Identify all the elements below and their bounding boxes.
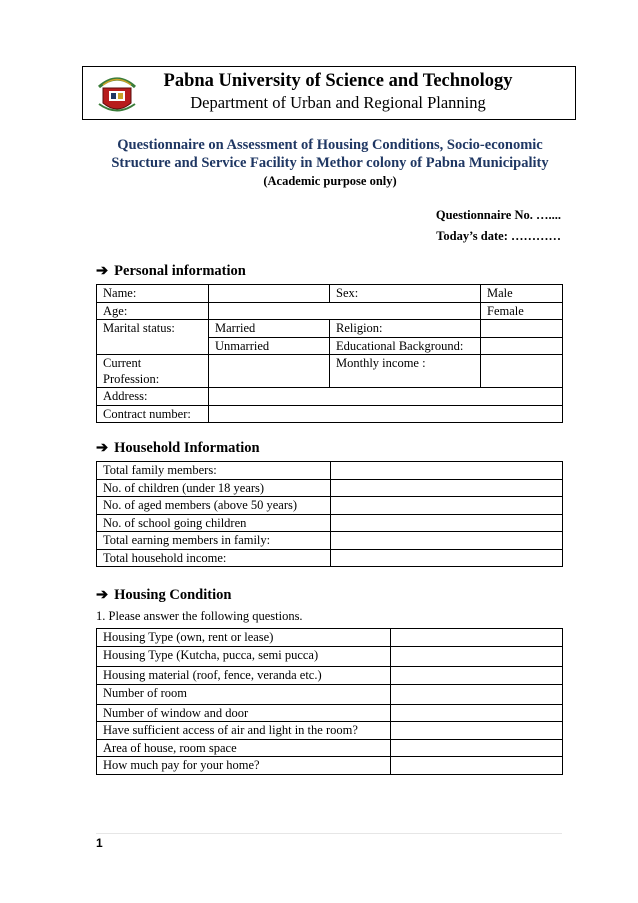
table-row [97,479,563,497]
section-household-information [96,440,260,457]
housing-field[interactable] [391,629,563,647]
housing-field[interactable] [391,704,563,722]
personal-info-table [96,284,563,423]
todays-date: Today’s date: ………… [436,229,561,243]
household-label: No. of children (under 18 years) [97,479,331,497]
monthly-income-label: Monthly income : [330,355,481,388]
housing-label: Housing Type (Kutcha, pucca, semi pucca) [97,646,391,666]
address-field[interactable] [209,388,563,406]
name-field[interactable] [209,285,330,303]
table-row [97,757,563,775]
section-heading: Personal information [114,263,246,279]
housing-instruction: 1. Please answer the following questions. [96,609,303,623]
section-personal-information [96,263,246,280]
department-name: Department of Urban and Regional Planning [190,93,486,112]
household-field[interactable] [331,549,563,567]
sex-male-option[interactable]: Male [481,285,563,303]
section-heading: Housing Condition [114,587,232,603]
table-row [97,320,563,338]
arrow-right-icon: ➔ [96,587,109,603]
housing-field[interactable] [391,684,563,704]
table-row [97,302,563,320]
household-label: Total household income: [97,549,331,567]
marital-married-option[interactable]: Married [209,320,330,338]
table-row [97,666,563,684]
housing-label: Number of room [97,684,391,704]
arrow-right-icon: ➔ [96,263,109,279]
table-row [97,704,563,722]
table-row [97,739,563,757]
housing-label: Housing material (roof, fence, veranda etc.) [97,666,391,684]
household-field[interactable] [331,532,563,550]
table-row [97,722,563,740]
age-field[interactable] [209,302,481,320]
profession-label: Current Profession: [97,355,209,388]
housing-label: Area of house, room space [97,739,391,757]
education-label: Educational Background: [330,337,481,355]
contact-number-label: Contract number: [97,405,209,423]
table-row [97,549,563,567]
housing-field[interactable] [391,757,563,775]
table-row [97,497,563,515]
table-row [97,462,563,480]
household-field[interactable] [331,497,563,515]
housing-label: Have sufficient access of air and light in the room? [97,722,391,740]
questionnaire-number: Questionnaire No. ….... [435,208,561,222]
household-label: No. of aged members (above 50 years) [97,497,331,515]
housing-label: How much pay for your home? [97,757,391,775]
household-info-table [96,461,563,567]
housing-field[interactable] [391,722,563,740]
housing-condition-table [96,628,563,775]
household-field[interactable] [331,479,563,497]
household-label: Total family members: [97,462,331,480]
questionnaire-title-line2: Structure and Service Facility in Methor colony of Pabna Municipality [111,155,549,171]
household-label: Total earning members in family: [97,532,331,550]
table-row [97,405,563,423]
questionnaire-title-line1: Questionnaire on Assessment of Housing Conditions, Socio-economic [117,137,543,153]
footer-divider [96,833,562,834]
profession-field[interactable] [209,355,330,388]
contact-number-field[interactable] [209,405,563,423]
table-row [97,514,563,532]
name-label: Name: [97,285,209,303]
table-row [97,285,563,303]
religion-label: Religion: [330,320,481,338]
housing-label: Number of window and door [97,704,391,722]
housing-field[interactable] [391,646,563,666]
table-row [97,388,563,406]
housing-label: Housing Type (own, rent or lease) [97,629,391,647]
age-label: Age: [97,302,209,320]
university-name: Pabna University of Science and Technology [163,71,513,91]
header-box [82,66,576,120]
education-field[interactable] [481,337,563,355]
household-label: No. of school going children [97,514,331,532]
arrow-right-icon: ➔ [96,440,109,456]
section-heading: Household Information [114,440,260,456]
table-row [97,355,563,388]
religion-field[interactable] [481,320,563,338]
table-row [97,629,563,647]
table-row [97,646,563,666]
marital-unmarried-option[interactable]: Unmarried [209,337,330,355]
table-row [97,684,563,704]
marital-status-label: Marital status: [97,320,209,355]
housing-field[interactable] [391,666,563,684]
housing-field[interactable] [391,739,563,757]
sex-female-option[interactable]: Female [481,302,563,320]
section-housing-condition [96,587,231,604]
questionnaire-subtitle: (Academic purpose only) [263,174,397,188]
sex-label: Sex: [330,285,481,303]
table-row [97,532,563,550]
monthly-income-field[interactable] [481,355,563,388]
page-number: 1 [96,836,103,850]
household-field[interactable] [331,462,563,480]
household-field[interactable] [331,514,563,532]
address-label: Address: [97,388,209,406]
